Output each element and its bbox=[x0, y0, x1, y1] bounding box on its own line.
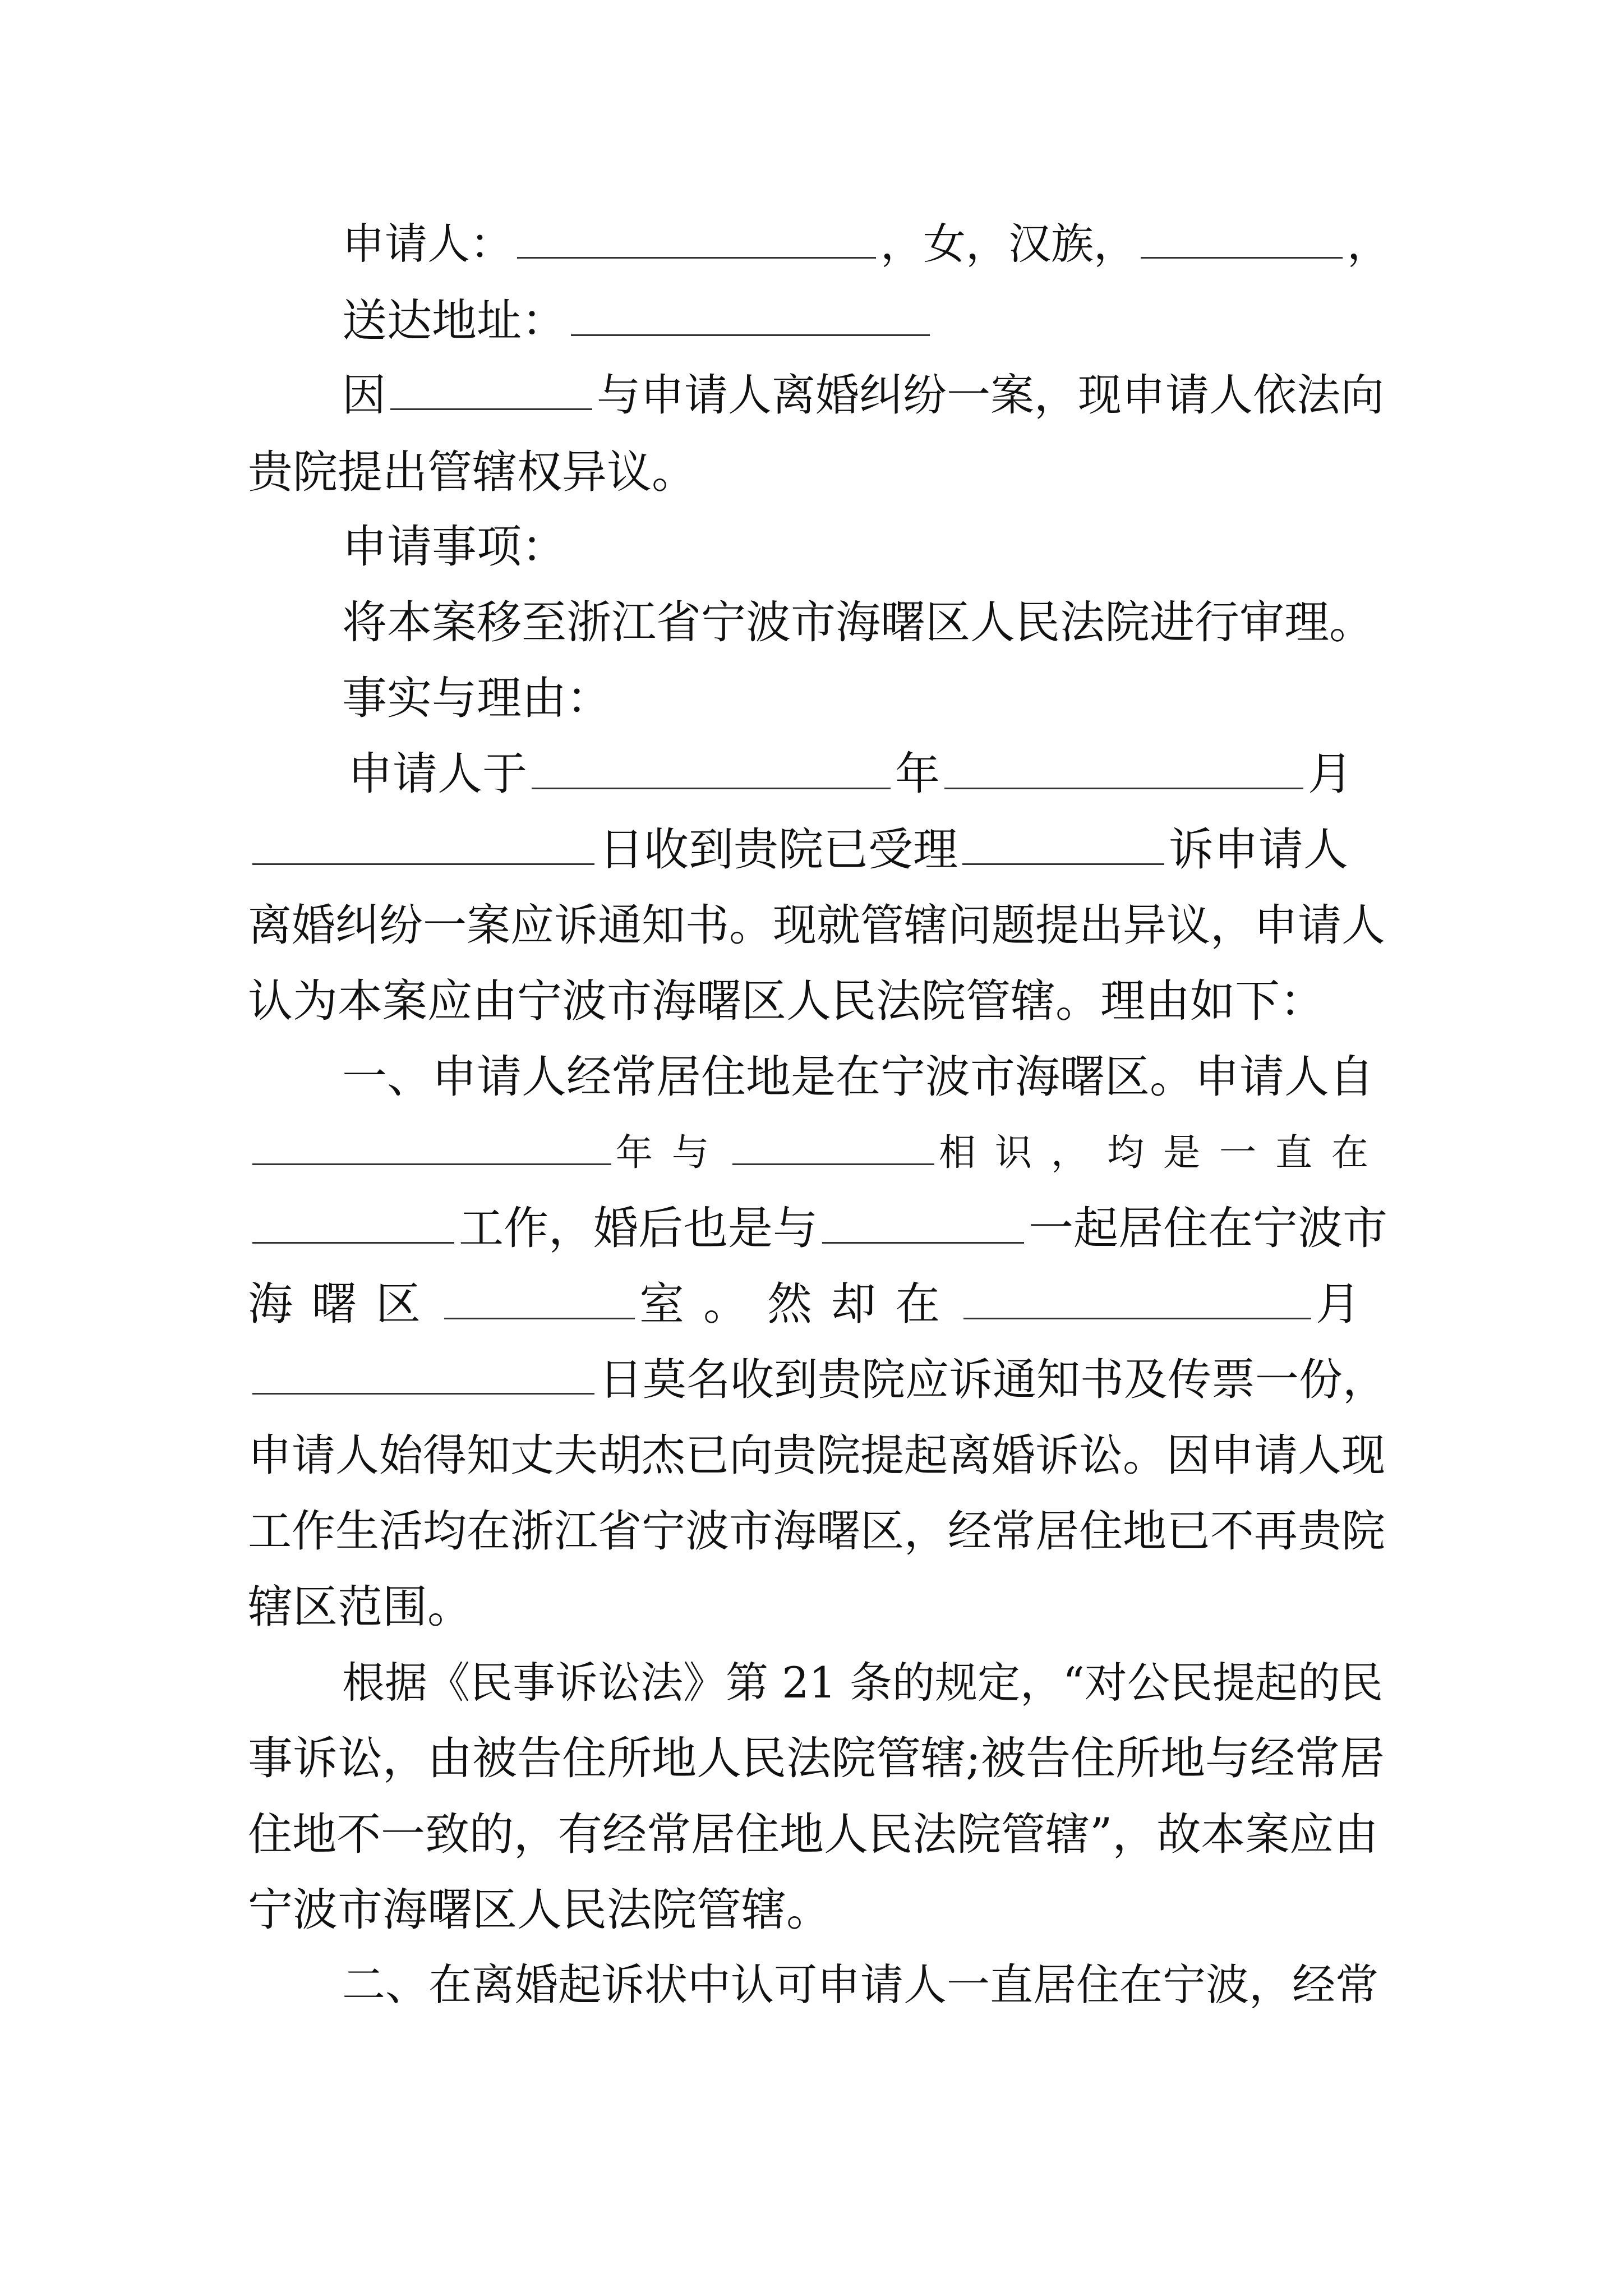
para-intro-line-1 bbox=[342, 367, 1384, 424]
facts-text-c: 诉申请人 bbox=[1169, 823, 1348, 876]
facts-text-b: 日收到贵院已受理 bbox=[599, 823, 958, 876]
address-label: 送达地址： bbox=[342, 295, 566, 347]
law-text-c: 住地不一致的，有经常居住地人民法院管辖”，故本案应由 bbox=[248, 1809, 1378, 1860]
day-blank bbox=[252, 827, 594, 865]
plaintiff-blank bbox=[962, 827, 1164, 865]
reason-one-text-d: 工作，婚后也是与 bbox=[459, 1202, 818, 1254]
law-text-a: 根据《民事诉讼法》第 21 条的规定，“对公民提起的民 bbox=[342, 1658, 1383, 1708]
facts-line-4 bbox=[248, 973, 1325, 1029]
law-line-2 bbox=[248, 1731, 1385, 1787]
law-line-4 bbox=[248, 1882, 831, 1938]
applicant-line bbox=[342, 216, 1390, 272]
intro-text-a: 因 bbox=[342, 370, 386, 421]
applicant-gender-ethnicity: ，女，汉族， bbox=[880, 219, 1136, 269]
facts-line-2 bbox=[248, 822, 1348, 878]
reason-one-month-label: 月 bbox=[1316, 1278, 1380, 1330]
address-blank bbox=[571, 298, 930, 336]
reason-one-text-k: 辖区范围。 bbox=[248, 1581, 472, 1633]
reason-one-text-e: 一起居住在宁波市 bbox=[1029, 1202, 1387, 1254]
reason-one-text-g: 室。然却在 bbox=[639, 1278, 959, 1330]
cohabitant-blank bbox=[822, 1206, 1024, 1244]
reason-one-text-b: 年与 bbox=[616, 1131, 728, 1174]
year-blank bbox=[532, 752, 891, 789]
applicant-comma: ， bbox=[1347, 219, 1390, 269]
reason-two-line-1 bbox=[342, 1958, 1378, 2014]
facts-text-e: 认为本案应由宁波市海曙区人民法院管辖。理由如下： bbox=[248, 975, 1325, 1027]
facts-line-3 bbox=[248, 898, 1385, 954]
month-label: 月 bbox=[1308, 748, 1353, 800]
intro-text-c: 贵院提出管辖权异议。 bbox=[248, 446, 697, 498]
law-line-1 bbox=[342, 1655, 1383, 1711]
reason-one-text-h: 日莫名收到贵院应诉通知书及传票一份， bbox=[599, 1355, 1387, 1405]
reason-one-line-4 bbox=[248, 1276, 1380, 1332]
reason-one-line-8 bbox=[248, 1579, 472, 1635]
reason-two-text-a: 二、在离婚起诉状中认可申请人一直居住在宁波，经常 bbox=[342, 1961, 1378, 2010]
intro-text-b: 与申请人离婚纠纷一案，现申请人依法向 bbox=[597, 370, 1385, 421]
applicant-info-blank bbox=[1141, 221, 1343, 259]
reason-one-text-f: 海曙区 bbox=[248, 1278, 440, 1330]
meet-year-blank bbox=[252, 1128, 611, 1165]
reason-one-text-c: 相识，均是一直在 bbox=[939, 1131, 1387, 1174]
reason-one-text-a: 一、申请人经常居住地是在宁波市海曙区。申请人自 bbox=[342, 1051, 1374, 1103]
facts-text-a: 申请人于 bbox=[348, 748, 527, 800]
reason-one-text-i: 申请人始得知丈夫胡杰已向贵院提起离婚诉讼。因申请人现 bbox=[248, 1430, 1386, 1481]
work-place-blank bbox=[252, 1206, 454, 1244]
year-label: 年 bbox=[895, 748, 940, 800]
request-content bbox=[342, 595, 1374, 651]
law-text-b: 事诉讼，由被告住所地人民法院管辖;被告住所地与经常居 bbox=[248, 1732, 1385, 1784]
notice-day-blank bbox=[252, 1357, 594, 1395]
request-text: 将本案移至浙江省宁波市海曙区人民法院进行审理。 bbox=[342, 596, 1374, 648]
reason-one-line-2 bbox=[248, 1125, 1387, 1181]
facts-text-d: 离婚纠纷一案应诉通知书。现就管辖问题提出异议，申请人 bbox=[248, 900, 1386, 951]
reason-one-line-3 bbox=[248, 1200, 1387, 1257]
applicant-label: 申请人： bbox=[342, 219, 513, 269]
applicant-name-blank bbox=[517, 221, 876, 259]
para-intro-line-2 bbox=[248, 444, 697, 500]
facts-line-1 bbox=[348, 746, 1353, 802]
room-blank bbox=[444, 1282, 635, 1319]
law-line-3 bbox=[248, 1806, 1378, 1862]
respondent-blank bbox=[390, 372, 592, 410]
section-heading-facts bbox=[342, 670, 611, 726]
husband-name-blank bbox=[732, 1128, 934, 1165]
reason-one-line-6 bbox=[248, 1428, 1385, 1484]
request-heading: 申请事项： bbox=[342, 521, 566, 573]
law-text-d: 宁波市海曙区人民法院管辖。 bbox=[248, 1884, 831, 1936]
facts-heading: 事实与理由： bbox=[342, 672, 611, 724]
reason-one-line-5 bbox=[248, 1352, 1386, 1408]
month-blank bbox=[944, 752, 1303, 789]
reason-one-line-7 bbox=[248, 1503, 1385, 1559]
reason-one-line-1 bbox=[342, 1049, 1374, 1105]
reason-one-text-j: 工作生活均在浙江省宁波市海曙区，经常居住地已不再贵院 bbox=[248, 1506, 1386, 1557]
address-line bbox=[342, 293, 934, 349]
notice-month-blank bbox=[963, 1282, 1311, 1319]
section-heading-request bbox=[342, 519, 566, 575]
